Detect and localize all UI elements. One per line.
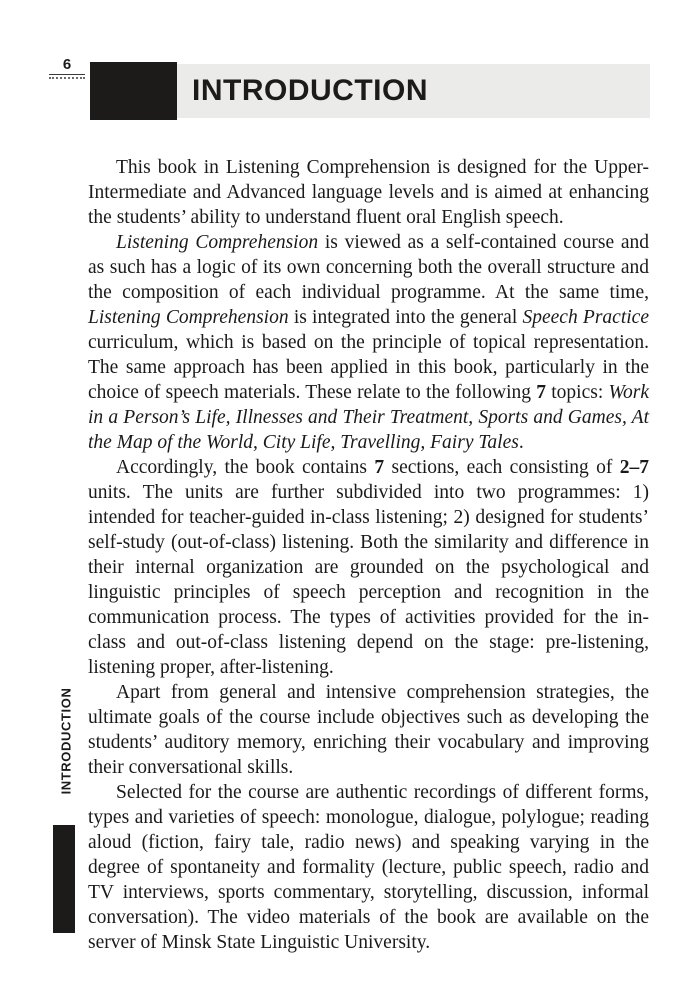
paragraph: Accordingly, the book contains 7 sections, each consisting of 2–7 units. The units are further subdivided into two programmes: 1) intended for teacher-guided in-class listening; 2) designed for students’ self-study (out-of-class) listening. Both the similarity and difference in their internal organization are grounded on the psychological and linguistic principles of speech perception and recognition in the communication process. The types of activities provided for the in-class and out-of-class listening depend on the stage: pre-listening, listening proper, after-listening. xyxy=(88,457,649,678)
sidebar-chapter-label: INTRODUCTION xyxy=(58,687,74,795)
page-number: 6 xyxy=(49,56,85,75)
paragraph: Listening Comprehension is viewed as a self-contained course and as such has a logic of its own concerning both the overall structure and the composition of each individual programme. At the same time, Listening Comprehension is integrated into the general Speech Practice curriculum, which is based on the principle of topical representation. The same approach has been applied in this book, particularly in the choice of speech materials. These relate to the following 7 topics: Work in a Person’s Life, Illnesses and Their Treatment, Sports and Games, At the Map of the World, City Life, Travelling, Fairy Tales. xyxy=(88,232,649,453)
chapter-title: INTRODUCTION xyxy=(192,74,428,107)
paragraph: Apart from general and intensive comprehension strategies, the ultimate goals of the course include objectives such as developing the students’ auditory memory, enriching their vocabulary and improving their conversational skills. xyxy=(88,682,649,778)
page-number-dashed-rule xyxy=(49,77,85,79)
page-number-block xyxy=(49,56,85,79)
header-black-block xyxy=(90,62,177,120)
sidebar-black-tab xyxy=(53,825,75,933)
chapter-header xyxy=(90,62,650,120)
paragraph: Selected for the course are authentic recordings of different forms, types and varieties of speech: monologue, dialogue, polylogue; reading aloud (fiction, fairy tale, radio news) and speaking varying in the degree of spontaneity and formality (lecture, public speech, radio and TV interviews, sports commentary, storytelling, discussion, informal conversation). The video materials of the book are available on the server of Minsk State Linguistic University. xyxy=(88,782,649,953)
paragraph: This book in Listening Comprehension is designed for the Upper-Intermediate and Advanced language levels and is aimed at enhancing the students’ ability to understand fluent oral English speech. xyxy=(88,157,649,228)
body-text xyxy=(88,155,649,955)
